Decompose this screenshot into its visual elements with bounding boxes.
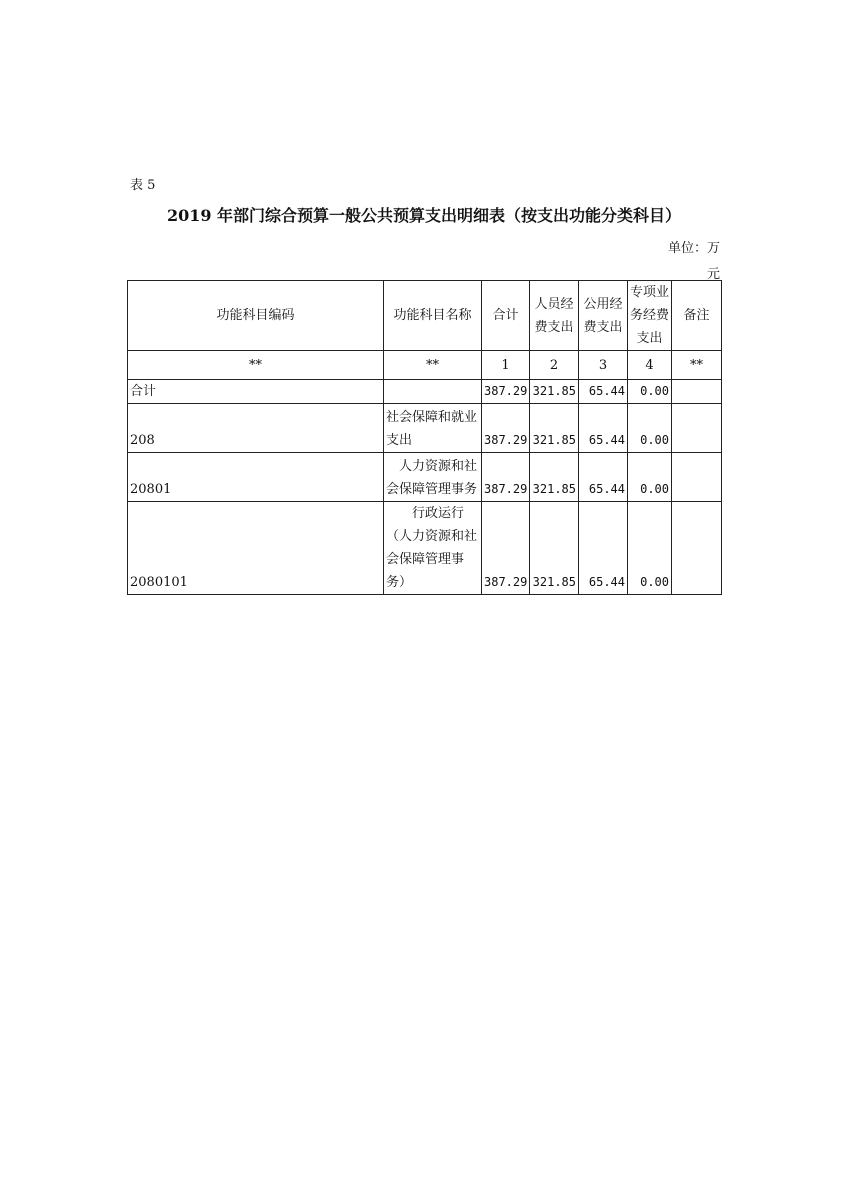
row-remark bbox=[672, 502, 722, 595]
table-row bbox=[128, 453, 722, 502]
page-title: 2019 年部门综合预算一般公共预算支出明细表（按支出功能分类科目） bbox=[166, 206, 682, 225]
table-row bbox=[128, 502, 722, 595]
row-total: 387.29 bbox=[482, 404, 530, 453]
col-header-public: 公用经费支出 bbox=[579, 281, 628, 351]
col-header-code: 功能科目编码 bbox=[128, 281, 384, 351]
col-header-special: 专项业务经费支出 bbox=[628, 281, 672, 351]
row-code: 20801 bbox=[128, 453, 384, 502]
index-cell: ** bbox=[128, 351, 384, 380]
row-special: 0.00 bbox=[628, 380, 672, 404]
row-public: 65.44 bbox=[579, 404, 628, 453]
row-remark bbox=[672, 380, 722, 404]
index-row bbox=[128, 351, 722, 380]
row-public: 65.44 bbox=[579, 453, 628, 502]
row-remark bbox=[672, 453, 722, 502]
index-cell: 3 bbox=[579, 351, 628, 380]
index-cell: ** bbox=[384, 351, 482, 380]
table-label: 表 5 bbox=[130, 178, 156, 193]
row-special: 0.00 bbox=[628, 502, 672, 595]
row-personnel: 321.85 bbox=[530, 502, 579, 595]
row-name bbox=[384, 380, 482, 404]
row-personnel: 321.85 bbox=[530, 453, 579, 502]
row-personnel: 321.85 bbox=[530, 404, 579, 453]
row-name: 社会保障和就业支出 bbox=[384, 404, 482, 453]
header-row bbox=[128, 281, 722, 351]
row-public: 65.44 bbox=[579, 380, 628, 404]
col-header-total: 合计 bbox=[482, 281, 530, 351]
row-special: 0.00 bbox=[628, 453, 672, 502]
row-special: 0.00 bbox=[628, 404, 672, 453]
table-row-total bbox=[128, 380, 722, 404]
row-public: 65.44 bbox=[579, 502, 628, 595]
unit-note: 单位：万 元 bbox=[667, 241, 720, 282]
row-code: 合计 bbox=[128, 380, 384, 404]
row-name: 行政运行（人力资源和社会保障管理事务） bbox=[384, 502, 482, 595]
table-row bbox=[128, 404, 722, 453]
row-name: 人力资源和社会保障管理事务 bbox=[384, 453, 482, 502]
index-cell: ** bbox=[672, 351, 722, 380]
row-code: 2080101 bbox=[128, 502, 384, 595]
row-remark bbox=[672, 404, 722, 453]
row-total: 387.29 bbox=[482, 453, 530, 502]
row-personnel: 321.85 bbox=[530, 380, 579, 404]
index-cell: 1 bbox=[482, 351, 530, 380]
row-total: 387.29 bbox=[482, 502, 530, 595]
col-header-remark: 备注 bbox=[672, 281, 722, 351]
row-total: 387.29 bbox=[482, 380, 530, 404]
col-header-name: 功能科目名称 bbox=[384, 281, 482, 351]
index-cell: 2 bbox=[530, 351, 579, 380]
index-cell: 4 bbox=[628, 351, 672, 380]
row-code: 208 bbox=[128, 404, 384, 453]
budget-table bbox=[127, 280, 722, 595]
col-header-personnel: 人员经费支出 bbox=[530, 281, 579, 351]
